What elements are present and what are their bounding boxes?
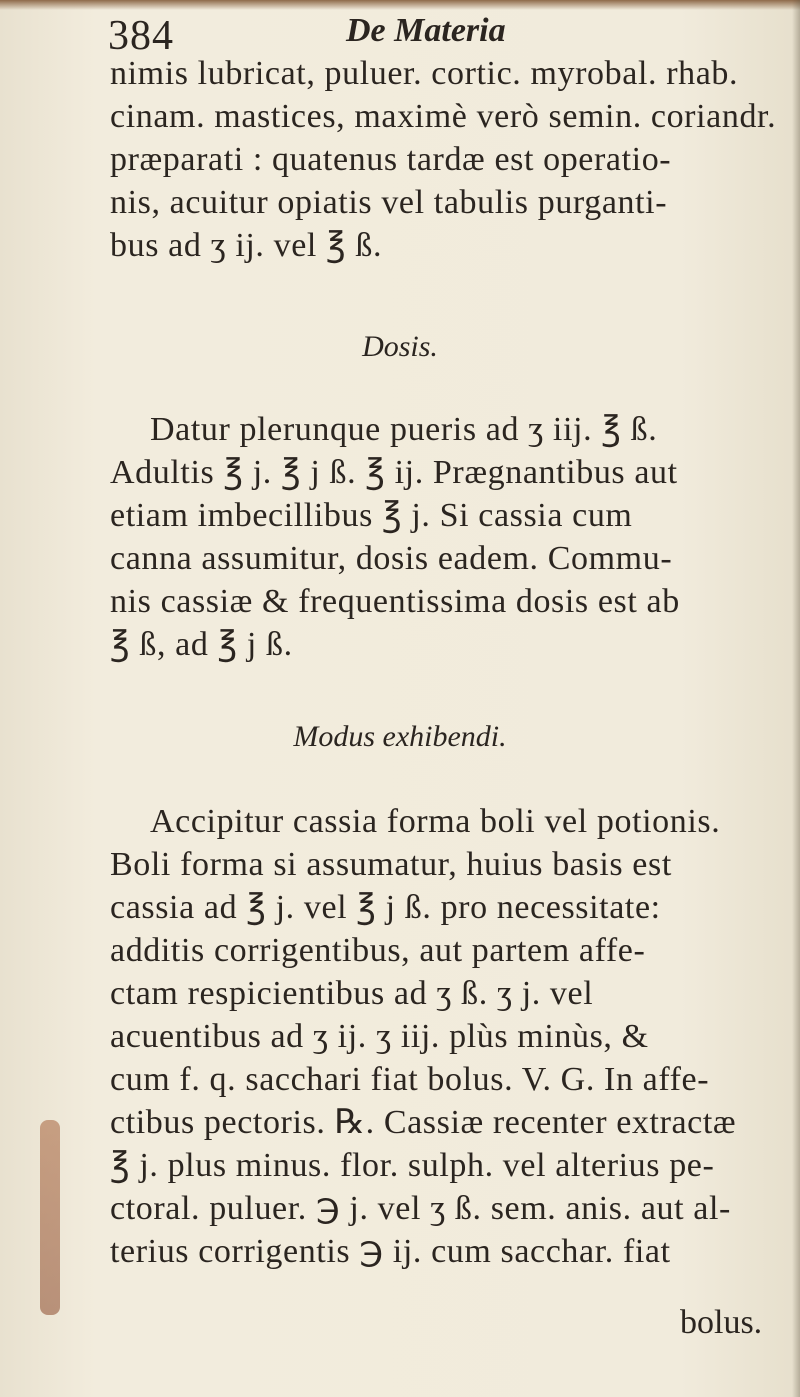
paragraph-opening — [110, 52, 785, 267]
text-line: bus ad ʒ ij. vel ℥ ß. — [110, 227, 383, 264]
text-line: Datur plerunque pueris ad ʒ iij. ℥ ß. — [150, 411, 658, 448]
page-header — [108, 8, 708, 59]
text-line: cinam. mastices, maximè verò semin. coriandr. — [110, 98, 777, 135]
text-line: canna assumitur, dosis eadem. Commu- — [110, 540, 673, 577]
text-line: Boli forma si assumatur, huius basis est — [110, 846, 672, 883]
text-line: cum f. q. sacchari fiat bolus. V. G. In affe- — [110, 1061, 710, 1098]
text-line: nis cassiæ & frequentissima dosis est ab — [110, 583, 680, 620]
running-title: De Materia — [346, 12, 506, 49]
text-line: nis, acuitur opiatis vel tabulis purganti- — [110, 184, 668, 221]
page-number: 384 — [108, 13, 174, 59]
text-line: præparati : quatenus tardæ est operatio- — [110, 141, 672, 178]
text-line: ctoral. puluer. ℈ j. vel ʒ ß. sem. anis. aut al- — [110, 1190, 731, 1227]
paragraph-modus-first — [150, 800, 790, 843]
catchword: bolus. — [680, 1304, 763, 1341]
text-line: additis corrigentibus, aut partem affe- — [110, 932, 646, 969]
text-line: ctibus pectoris. ℞. Cassiæ recenter extractæ — [110, 1104, 737, 1141]
text-line: nimis lubricat, puluer. cortic. myrobal. rhab. — [110, 55, 739, 92]
text-line: ℥ j. plus minus. flor. sulph. vel alterius pe- — [110, 1147, 715, 1184]
paragraph-dosis-first — [150, 408, 790, 451]
paragraph-modus — [110, 843, 785, 1273]
text-line: Adultis ℥ j. ℥ j ß. ℥ ij. Prægnantibus aut — [110, 454, 678, 491]
text-line: ctam respicientibus ad ʒ ß. ʒ j. vel — [110, 975, 594, 1012]
text-line: ℥ ß, ad ℥ j ß. — [110, 626, 293, 663]
text-line: Accipitur cassia forma boli vel potionis. — [150, 803, 721, 840]
text-line: cassia ad ℥ j. vel ℥ j ß. pro necessitate: — [110, 889, 661, 926]
text-line: acuentibus ad ʒ ij. ʒ iij. plùs minùs, & — [110, 1018, 649, 1055]
page-right-edge — [792, 0, 800, 1397]
section-heading-modus: Modus exhibendi. — [293, 720, 507, 753]
text-line: terius corrigentis ℈ ij. cum sacchar. fiat — [110, 1233, 671, 1270]
margin-stain — [40, 1120, 60, 1315]
text-line: etiam imbecillibus ℥ j. Si cassia cum — [110, 497, 633, 534]
section-heading-dosis: Dosis. — [362, 330, 438, 363]
paragraph-dosis — [110, 451, 785, 666]
